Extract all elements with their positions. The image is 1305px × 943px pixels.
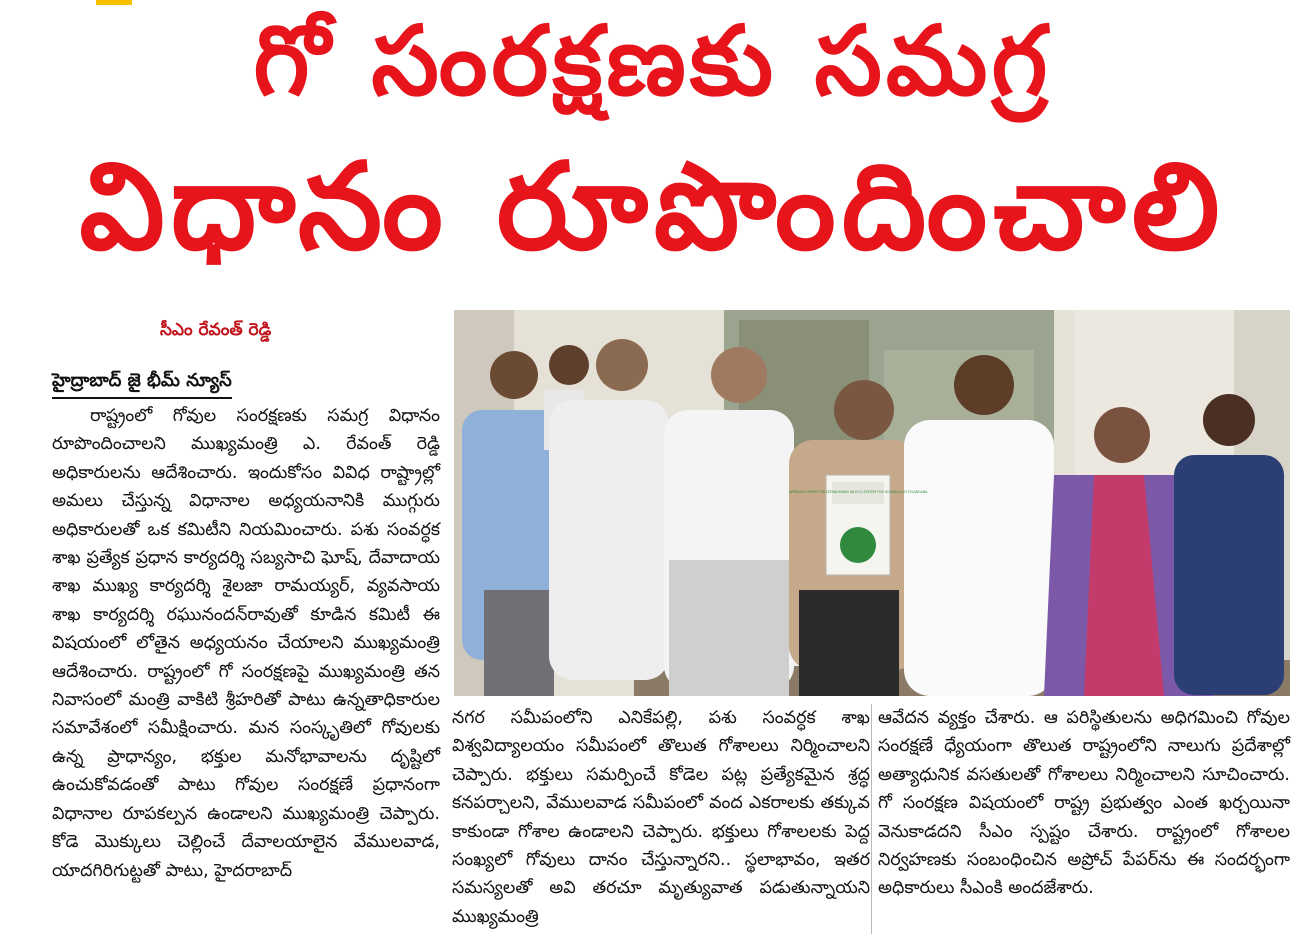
article-column-right — [878, 704, 1290, 903]
news-photo — [454, 310, 1290, 696]
dateline: హైద్రాబాద్ జై భీమ్ న్యూస్ — [52, 370, 232, 399]
article-paragraph-1: రాష్ట్రంలో గోవుల సంరక్షణకు సమగ్ర విధానం రూపొందించాలని ముఖ్యమంత్రి ఎ. రేవంత్ రెడ్డి అధికారులను ఆదేశించారు. ఇందుకోసం వివిధ రాష్ట్రాల్లో అమలు చేస్తున్న విధానాల అధ్యయనానికి ముగ్గురు అధికారులతో ఒక కమిటీని నియమించారు. పశు సంవర్ధక శాఖ ప్రత్యేక ప్రధాన కార్యదర్శి సబ్యసాచి ఘోష్, దేవాదాయ శాఖ ముఖ్య కార్యదర్శి శైలజా రామయ్యర్, వ్యవసాయ శాఖ కార్యదర్శి రఘునందన్‌రావుతో కూడిన కమిటీ ఈ విషయంలో లోతైన అధ్యయనం చేయాలని ముఖ్యమంత్రి ఆదేశించారు. రాష్ట్రంలో గో సంరక్షణపై ముఖ్యమంత్రి తన నివాసంలో మంత్రి వాకిటి శ్రీహరితో పాటు ఉన్నతాధికారుల సమావేశంలో సమీక్షించారు. మన సంస్కృతిలో గోవులకు ఉన్న ప్రాధాన్యం, భక్తుల మనోభావాలను దృష్టిలో ఉంచుకోవడంతో పాటు గోవుల సంరక్షణే ప్రధానంగా విధానాల రూపకల్పన ఉండాలని ముఖ్యమంత్రి చెప్పారు. కోడె మొక్కులు చెల్లించే దేవాలయాలైన వేములవాడ, యాదగిరిగుట్టతో పాటు, హైదరాబాద్ — [52, 406, 440, 881]
corner-tag — [96, 0, 132, 5]
column-divider — [871, 704, 872, 934]
group-photo-illustration — [454, 310, 1290, 696]
article-paragraph-3: ఆవేదన వ్యక్తం చేశారు. ఆ పరిస్థితులను అధిగమించి గోవుల సంరక్షణే ధ్యేయంగా తొలుత రాష్ట్రంలోని నాలుగు ప్రదేశాల్లో అత్యాధునిక వసతులతో గోశాలలు నిర్మించాలని సూచించారు. గో సంరక్షణ విషయంలో రాష్ట్ర ప్రభుత్వం ఎంత ఖర్చయినా వెనుకాడదని సీఎం స్పష్టం చేశారు. రాష్ట్రంలో గోశాలల నిర్వహణకు సంబంధించిన అప్రోచ్ పేపర్‌ను ఈ సందర్భంగా అధికారులు సీఎంకి అందజేశారు. — [878, 708, 1290, 899]
book-title-text: APPROACH PAPER FOR ESTABLISHING AN ECO-SYSTEM FOR GOSHALAS IN TELANGANA — [788, 490, 928, 494]
article-paragraph-2: నగర సమీపంలోని ఎనికేపల్లి, పశు సంవర్ధక శాఖ విశ్వవిద్యాలయం సమీపంలో తొలుత గోశాలలు నిర్మించాలని చెప్పారు. భక్తులు సమర్పించే కోడెల పట్ల ప్రత్యేకమైన శ్రద్ధ కనపర్చాలని, వేములవాడ సమీపంలో వంద ఎకరాలకు తక్కువ కాకుండా గోశాల ఉండాలని చెప్పారు. భక్తులు గోశాలలకు పెద్ద సంఖ్యలో గోవులు దానం చేస్తున్నారని.. స్థలాభావం, ఇతర సమస్యలతో అవి తరచూ మృత్యువాత పడుతున్నాయని ముఖ్యమంత్రి — [452, 708, 870, 927]
byline: సీఎం రేవంత్ రెడ్డి — [160, 320, 272, 340]
article-column-middle — [452, 704, 870, 931]
headline-line-2: విధానం రూపొందించాలి — [79, 138, 1226, 277]
article-column-left — [52, 402, 440, 885]
headline-line-1: గో సంరక్షణకు సమగ్ర — [253, 5, 1052, 117]
